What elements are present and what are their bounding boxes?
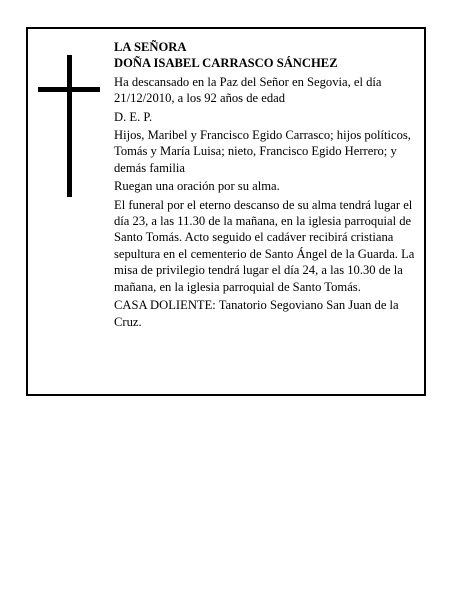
cross-icon <box>38 55 100 197</box>
deceased-name: DOÑA ISABEL CARRASCO SÁNCHEZ <box>114 56 338 71</box>
funeral-details: El funeral por el eterno descanso de su alma tendrá lugar el día 23, a las 11.30 de la mañana, en la iglesia parroquial de Santo Tomás. Acto seguido el cadáver recibirá cristiana sepultura en el cementerio de Santo Ángel de la Guarda. La misa de privilegio tendrá lugar el día 24, a las 10.30 de la mañana, en la iglesia parroquial de Santo Tomás. <box>114 197 415 294</box>
mourning-house: CASA DOLIENTE: Tanatorio Segoviano San Juan de la Cruz. <box>114 298 399 329</box>
death-info: Ha descansado en la Paz del Señor en Segovia, el día 21/12/2010, a los 92 años de edad <box>114 74 382 106</box>
cross-vertical-bar <box>67 55 72 197</box>
family-list: Hijos, Maribel y Francisco Egido Carrasco; hijos políticos, Tomás y María Luisa; nieto, Francisco Egido Herrero; y demás familia <box>114 128 411 175</box>
rip-line: D. E. P. <box>114 109 153 124</box>
obituary-notice <box>26 27 426 396</box>
notice-text <box>114 39 420 330</box>
prayer-request: Ruegan una oración por su alma. <box>114 179 280 194</box>
notice-heading: LA SEÑORA <box>114 40 187 54</box>
cross-horizontal-bar <box>38 87 100 92</box>
